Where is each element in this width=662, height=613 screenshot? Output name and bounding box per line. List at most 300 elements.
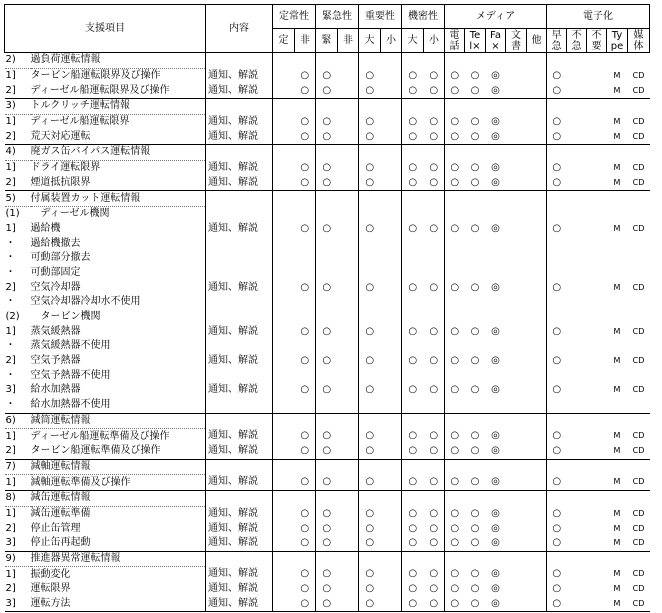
row-value-cell: ○ [465, 475, 486, 491]
row-value-cell: M [607, 536, 628, 551]
row-content [206, 551, 273, 567]
row-value-cell [607, 266, 628, 281]
row-value-cell [567, 114, 587, 129]
row-value-cell [527, 236, 547, 251]
row-value-cell [338, 444, 359, 459]
row-value-cell: ○ [424, 176, 445, 191]
header-group-digitization: 電子化 [547, 5, 650, 29]
row-number: 1] [5, 222, 16, 234]
table-row [5, 475, 650, 491]
row-value-cell: M [613, 431, 621, 441]
row-value-cell: ○ [429, 222, 439, 234]
row-value-cell [424, 145, 445, 161]
row-value-cell [381, 444, 402, 459]
row-value-cell: ◎ [491, 384, 500, 396]
row-value-cell [567, 490, 587, 506]
row-value-cell: ○ [316, 129, 338, 144]
sub-header-cell: 不 急 [567, 29, 587, 53]
row-number: 2] [5, 522, 16, 534]
row-content: 通知、解説 [206, 114, 273, 129]
row-value-cell: ◎ [486, 536, 506, 551]
row-value-cell [587, 129, 607, 144]
row-value-cell [587, 383, 607, 398]
row-value-cell: ○ [547, 354, 567, 369]
table-row [5, 160, 650, 175]
row-value-cell: ○ [316, 83, 338, 98]
row-value-cell [295, 191, 316, 207]
row-item-label: 給水加熱器不使用 [31, 398, 206, 413]
row-value-cell: ◎ [491, 115, 500, 127]
row-value-cell [359, 398, 381, 413]
row-value-cell [607, 398, 628, 413]
row-value-cell [527, 83, 547, 98]
row-value-cell [316, 251, 338, 266]
row-value-cell: ○ [429, 384, 439, 396]
row-value-cell: CD [632, 162, 645, 172]
row-content [206, 206, 273, 221]
row-value-cell [316, 310, 338, 325]
row-value-cell [567, 582, 587, 597]
table-row [5, 266, 650, 281]
row-number: 1] [5, 70, 16, 82]
row-value-cell [381, 99, 402, 115]
row-item-label: 可動部分撤去 [30, 252, 91, 264]
row-value-cell [381, 145, 402, 161]
row-item-label: 蒸気緩熱器 [30, 325, 81, 337]
row-value-cell [445, 266, 465, 281]
table-row [5, 68, 650, 83]
row-value-cell: ○ [316, 176, 338, 191]
row-item-label: 停止缶管理 [30, 522, 81, 534]
row-item-label: タービン船運転限界及び操作 [30, 70, 161, 82]
row-value-cell [465, 310, 486, 325]
row-value-cell [506, 582, 527, 597]
row-content: 通知、解説 [206, 280, 273, 295]
table-row [5, 114, 650, 129]
row-value-cell [506, 236, 527, 251]
row-value-cell [273, 176, 295, 191]
row-value-cell [587, 68, 607, 83]
row-value-cell: ○ [465, 536, 486, 551]
row-value-cell: CD [632, 569, 645, 579]
row-value-cell [273, 266, 295, 281]
row-content: 通知、解説 [206, 567, 273, 582]
row-value-cell [527, 536, 547, 551]
row-value-cell [607, 236, 628, 251]
row-value-cell: CD [628, 129, 650, 144]
row-value-cell [381, 582, 402, 597]
row-value-cell: ○ [316, 429, 338, 444]
row-value-cell: ○ [547, 567, 567, 582]
row-number: ・ [5, 237, 16, 249]
sub-header-cell: Te l× [465, 29, 486, 53]
row-value-cell: ○ [547, 324, 567, 339]
row-value-cell [338, 251, 359, 266]
row-value-cell [338, 413, 359, 429]
row-value-cell: ○ [465, 597, 486, 612]
row-value-cell [424, 368, 445, 383]
row-value-cell: ○ [316, 475, 338, 491]
row-value-cell: ○ [465, 176, 486, 191]
row-value-cell [381, 490, 402, 506]
row-value-cell [506, 444, 527, 459]
row-number: 1] [5, 475, 31, 491]
row-value-cell: ○ [429, 325, 439, 337]
row-value-cell [381, 521, 402, 536]
row-value-cell [506, 567, 527, 582]
row-value-cell [465, 266, 486, 281]
row-value-cell [273, 506, 295, 521]
row-value-cell [445, 236, 465, 251]
table-row [5, 567, 650, 582]
row-value-cell [506, 145, 527, 161]
row-number: 1] [5, 325, 16, 337]
row-value-cell [567, 413, 587, 429]
row-value-cell [359, 339, 381, 354]
row-value-cell [567, 280, 587, 295]
row-value-cell: M [613, 326, 621, 336]
row-value-cell: ○ [359, 582, 381, 597]
row-value-cell: CD [632, 385, 645, 395]
row-value-cell: M [613, 162, 621, 172]
row-content [206, 413, 273, 429]
row-value-cell: ○ [359, 160, 381, 175]
row-value-cell: ○ [359, 567, 381, 582]
row-value-cell: M [613, 223, 621, 233]
row-value-cell: ○ [445, 506, 465, 521]
row-value-cell [506, 324, 527, 339]
row-value-cell [295, 236, 316, 251]
row-number: 3) [5, 99, 31, 115]
row-value-cell: ○ [300, 281, 310, 293]
table-header [5, 5, 650, 53]
row-value-cell [506, 551, 527, 567]
row-value-cell [587, 206, 607, 221]
row-value-cell [567, 83, 587, 98]
row-value-cell [338, 582, 359, 597]
row-value-cell [338, 551, 359, 567]
row-value-cell [381, 206, 402, 221]
row-value-cell [465, 191, 486, 207]
row-value-cell [338, 339, 359, 354]
row-value-cell [567, 475, 587, 491]
row-value-cell [567, 295, 587, 310]
row-value-cell [506, 413, 527, 429]
row-value-cell: ○ [402, 354, 424, 369]
row-value-cell [359, 145, 381, 161]
row-value-cell [465, 236, 486, 251]
row-value-cell [567, 354, 587, 369]
row-value-cell: ○ [359, 521, 381, 536]
row-value-cell: ○ [300, 355, 310, 367]
row-value-cell [486, 339, 506, 354]
row-number: 2] [5, 176, 31, 191]
row-value-cell [607, 53, 628, 69]
row-value-cell: CD [628, 536, 650, 551]
row-value-cell [338, 597, 359, 612]
row-item-label: 過負荷運転情報 [31, 53, 206, 69]
row-value-cell: M [613, 282, 621, 292]
row-value-cell [338, 236, 359, 251]
row-value-cell [506, 521, 527, 536]
row-value-cell [316, 339, 338, 354]
row-number: 2] [5, 281, 16, 293]
row-value-cell [273, 429, 295, 444]
row-value-cell [527, 506, 547, 521]
row-value-cell [587, 266, 607, 281]
row-value-cell [316, 145, 338, 161]
row-value-cell [587, 551, 607, 567]
row-value-cell [465, 490, 486, 506]
row-value-cell: ○ [445, 444, 465, 459]
row-content: 通知、解説 [206, 383, 273, 398]
table-row [5, 310, 650, 325]
row-value-cell: ○ [359, 475, 381, 491]
row-value-cell [506, 53, 527, 69]
row-value-cell [381, 129, 402, 144]
row-value-cell: ○ [445, 83, 465, 98]
sub-header-cell: 早 急 [547, 29, 567, 53]
row-value-cell: M [607, 444, 628, 459]
row-value-cell [628, 295, 650, 310]
row-value-cell: ○ [429, 161, 439, 173]
row-value-cell: ○ [359, 354, 381, 369]
row-value-cell [486, 368, 506, 383]
row-value-cell [567, 310, 587, 325]
row-value-cell [424, 236, 445, 251]
row-value-cell [273, 444, 295, 459]
row-value-cell [338, 354, 359, 369]
row-value-cell: ○ [470, 161, 480, 173]
row-content: 通知、解説 [206, 160, 273, 175]
row-value-cell [587, 251, 607, 266]
row-value-cell: ○ [359, 324, 381, 339]
row-value-cell [295, 99, 316, 115]
row-value-cell [567, 506, 587, 521]
row-value-cell: ○ [445, 222, 465, 237]
sub-header-cell: 他 [527, 29, 547, 53]
row-value-cell [607, 339, 628, 354]
row-value-cell [295, 413, 316, 429]
row-value-cell: ○ [316, 582, 338, 597]
row-value-cell [547, 551, 567, 567]
row-value-cell [295, 295, 316, 310]
row-number: 9) [5, 551, 31, 567]
row-value-cell [628, 266, 650, 281]
row-value-cell [486, 53, 506, 69]
table-row [5, 413, 650, 429]
row-value-cell [381, 176, 402, 191]
row-value-cell [402, 53, 424, 69]
row-value-cell [445, 339, 465, 354]
row-content [206, 251, 273, 266]
table-row [5, 551, 650, 567]
row-number: ・ [5, 252, 16, 264]
row-value-cell [359, 266, 381, 281]
row-value-cell [506, 176, 527, 191]
row-value-cell: ○ [295, 83, 316, 98]
row-value-cell [338, 266, 359, 281]
row-value-cell: ○ [445, 68, 465, 83]
row-value-cell [527, 280, 547, 295]
row-item-label: タービン船運転準備及び操作 [31, 444, 206, 459]
row-value-cell [527, 176, 547, 191]
row-value-cell [527, 53, 547, 69]
row-value-cell [273, 251, 295, 266]
row-value-cell [567, 324, 587, 339]
row-value-cell [381, 354, 402, 369]
row-value-cell: ○ [547, 444, 567, 459]
row-content: 通知、解説 [206, 176, 273, 191]
row-value-cell [338, 129, 359, 144]
row-value-cell [567, 339, 587, 354]
row-value-cell [567, 53, 587, 69]
row-value-cell [465, 295, 486, 310]
row-item-label: トルクリッチ運転情報 [31, 99, 206, 115]
row-value-cell: ○ [402, 324, 424, 339]
row-value-cell: ○ [402, 429, 424, 444]
row-value-cell [465, 459, 486, 475]
row-value-cell: ○ [547, 114, 567, 129]
row-value-cell [381, 53, 402, 69]
row-value-cell [295, 368, 316, 383]
row-content [206, 310, 273, 325]
row-content: 通知、解説 [206, 475, 273, 491]
row-value-cell: ○ [547, 383, 567, 398]
header-group-media: メディア [445, 5, 547, 29]
row-value-cell: ◎ [491, 161, 500, 173]
row-value-cell [273, 398, 295, 413]
row-value-cell [338, 459, 359, 475]
row-value-cell [445, 490, 465, 506]
row-value-cell: ○ [429, 583, 439, 595]
row-value-cell: ◎ [491, 507, 500, 519]
row-value-cell: ○ [402, 567, 424, 582]
row-value-cell [506, 99, 527, 115]
row-value-cell [587, 222, 607, 237]
row-value-cell [506, 114, 527, 129]
row-value-cell [527, 310, 547, 325]
row-value-cell: ○ [470, 281, 480, 293]
row-value-cell: ○ [402, 444, 424, 459]
row-value-cell [338, 398, 359, 413]
row-item-label: ディーゼル船運転準備及び操作 [30, 430, 170, 442]
row-number: 2) [5, 53, 31, 69]
row-value-cell [506, 506, 527, 521]
row-value-cell [628, 206, 650, 221]
table-row [5, 536, 650, 551]
row-value-cell [506, 280, 527, 295]
row-value-cell [567, 160, 587, 175]
row-value-cell: ○ [547, 280, 567, 295]
sub-header-cell: 非 [338, 29, 359, 53]
table-row [5, 582, 650, 597]
row-content [206, 99, 273, 115]
row-value-cell: ○ [300, 430, 310, 442]
sub-header-cell: 非 [295, 29, 316, 53]
row-value-cell: ○ [429, 69, 439, 81]
row-value-cell [402, 339, 424, 354]
row-value-cell [273, 339, 295, 354]
table-row [5, 129, 650, 144]
row-value-cell [506, 222, 527, 237]
row-value-cell: ◎ [486, 129, 506, 144]
row-value-cell: ◎ [491, 325, 500, 337]
row-value-cell [359, 53, 381, 69]
row-number: ・ [5, 398, 31, 413]
row-value-cell [465, 53, 486, 69]
row-value-cell: ○ [470, 325, 480, 337]
row-value-cell [424, 413, 445, 429]
row-value-cell [587, 536, 607, 551]
row-value-cell [628, 551, 650, 567]
row-value-cell [527, 251, 547, 266]
row-value-cell [273, 191, 295, 207]
row-value-cell [402, 145, 424, 161]
row-value-cell: ○ [402, 83, 424, 98]
table-row [5, 191, 650, 207]
row-value-cell [547, 339, 567, 354]
row-value-cell: ○ [300, 507, 310, 519]
row-value-cell [295, 266, 316, 281]
row-value-cell [338, 567, 359, 582]
row-value-cell: ○ [547, 582, 567, 597]
row-value-cell: ○ [300, 384, 310, 396]
row-value-cell: ○ [316, 383, 338, 398]
row-value-cell: ○ [402, 536, 424, 551]
row-value-cell [506, 206, 527, 221]
row-value-cell [506, 251, 527, 266]
row-value-cell [402, 368, 424, 383]
row-value-cell: ○ [359, 383, 381, 398]
row-value-cell: M [607, 475, 628, 491]
row-value-cell [273, 490, 295, 506]
row-value-cell: ○ [547, 521, 567, 536]
row-value-cell: ○ [359, 114, 381, 129]
row-number: (2) [5, 311, 20, 323]
row-number: 7) [5, 459, 31, 475]
row-value-cell [527, 129, 547, 144]
row-value-cell [402, 459, 424, 475]
table-row [5, 251, 650, 266]
row-value-cell [381, 83, 402, 98]
row-value-cell [506, 429, 527, 444]
row-value-cell [338, 222, 359, 237]
row-number: (1) [5, 208, 20, 220]
row-value-cell [506, 160, 527, 175]
row-value-cell [567, 129, 587, 144]
row-value-cell [359, 413, 381, 429]
row-value-cell [527, 383, 547, 398]
row-value-cell: ○ [470, 115, 480, 127]
row-value-cell [527, 222, 547, 237]
row-value-cell: CD [632, 431, 645, 441]
row-value-cell [273, 68, 295, 83]
row-value-cell: CD [632, 223, 645, 233]
table-row [5, 368, 650, 383]
row-value-cell [607, 295, 628, 310]
row-value-cell [381, 383, 402, 398]
row-value-cell: ○ [295, 597, 316, 612]
row-value-cell [567, 536, 587, 551]
row-value-cell: CD [628, 176, 650, 191]
row-value-cell [587, 53, 607, 69]
row-value-cell: ○ [445, 597, 465, 612]
row-content [206, 339, 273, 354]
row-content [206, 398, 273, 413]
row-value-cell [316, 551, 338, 567]
row-value-cell: ○ [424, 444, 445, 459]
